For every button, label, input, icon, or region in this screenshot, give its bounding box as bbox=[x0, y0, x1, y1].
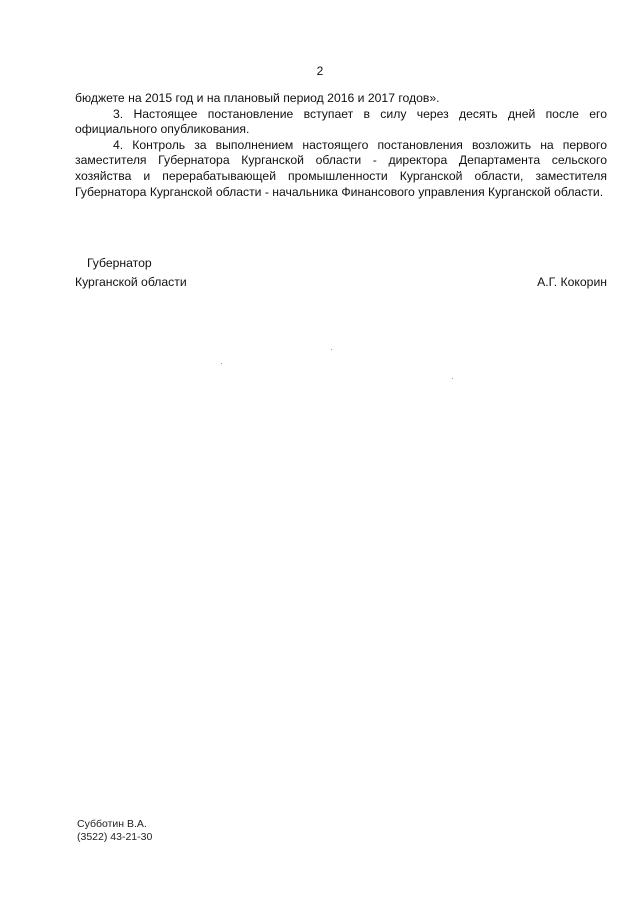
scan-speck bbox=[221, 363, 222, 364]
executor-footer bbox=[77, 818, 152, 844]
paragraph-item-3: 3. Настоящее постановление вступает в силу через десять дней после его официального опубликования. bbox=[75, 106, 607, 137]
scan-speck bbox=[452, 378, 453, 379]
signature-block bbox=[75, 256, 607, 290]
paragraph-continuation: бюджете на 2015 год и на плановый период 2016 и 2017 годов». bbox=[75, 91, 440, 105]
executor-name: Субботин В.А. bbox=[77, 818, 147, 830]
scan-speck bbox=[331, 349, 332, 350]
paragraph-item-4: 4. Контроль за выполнением настоящего постановления возложить на первого заместителя Губернатора Курганской области - директора Департамента сельского хозяйства и перерабатывающей промышленности Курганской области, заместителя Губернатора Курганской области - начальника Финансового управления Курганской области. bbox=[75, 137, 607, 199]
signatory-name: А.Г. Кокорин bbox=[537, 274, 607, 289]
executor-phone: (3522) 43-21-30 bbox=[77, 831, 153, 843]
signatory-position-line2: Курганской области bbox=[75, 274, 187, 289]
document-body bbox=[75, 91, 607, 200]
signatory-position-line1: Губернатор bbox=[87, 256, 152, 270]
signature-row bbox=[75, 272, 607, 291]
page-number: 2 bbox=[316, 64, 324, 78]
